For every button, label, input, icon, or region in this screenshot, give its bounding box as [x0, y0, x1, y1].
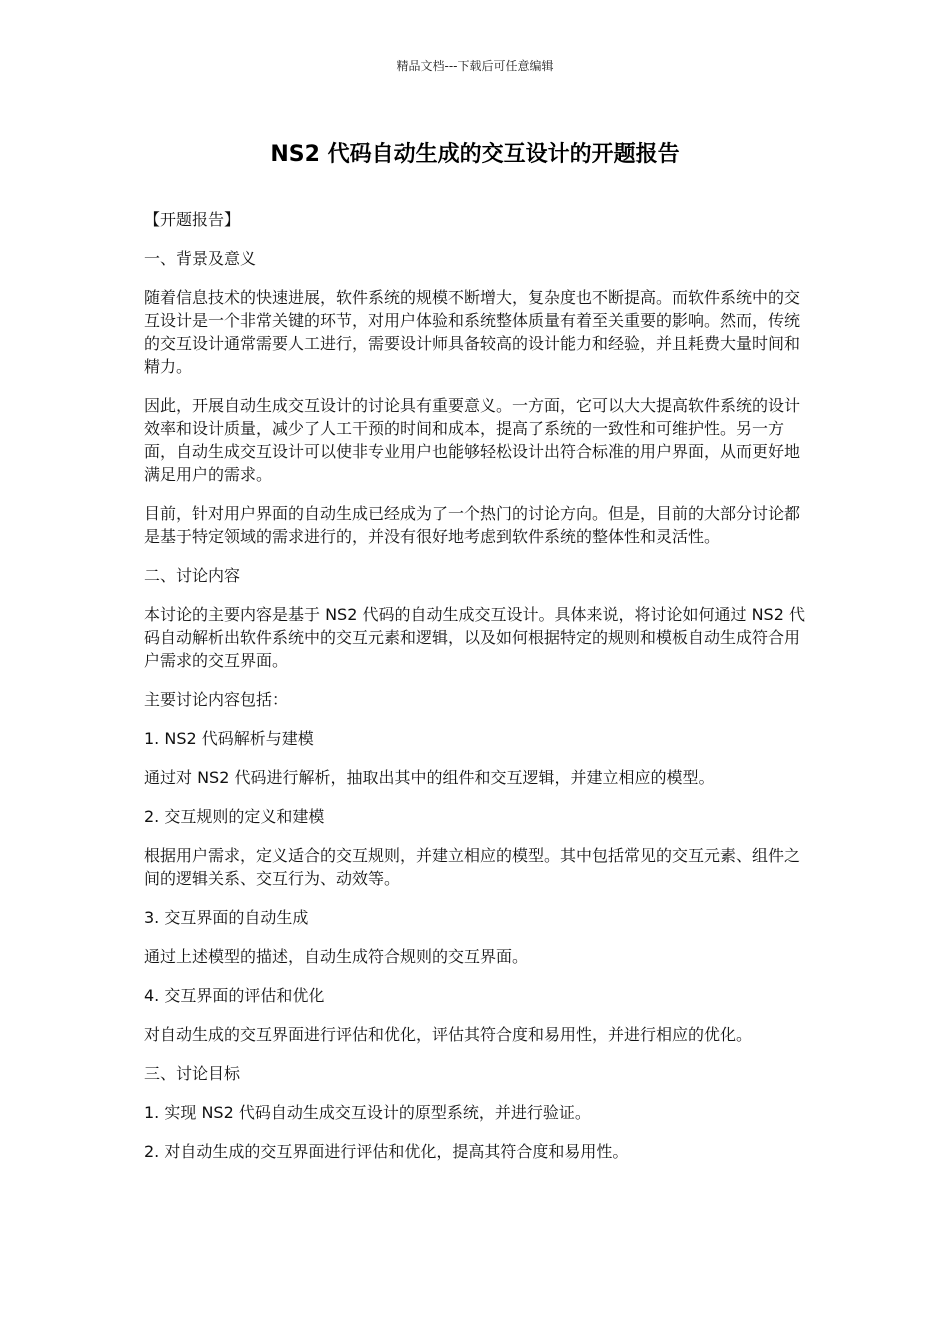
list-item-heading: 2. 交互规则的定义和建模 — [144, 807, 325, 826]
list-item: 1. 实现 NS2 代码自动生成交互设计的原型系统，并进行验证。 — [144, 1103, 591, 1122]
body-paragraph: 目前，针对用户界面的自动生成已经成为了一个热门的讨论方向。但是，目前的大部分讨论都是基于特定领域的需求进行的，并没有很好地考虑到软件系统的整体性和灵活性。 — [144, 504, 801, 546]
list-item-heading: 4. 交互界面的评估和优化 — [144, 986, 325, 1005]
body-paragraph: 主要讨论内容包括： — [144, 690, 289, 709]
list-item-heading: 1. NS2 代码解析与建模 — [144, 729, 314, 748]
body-paragraph: 因此，开展自动生成交互设计的讨论具有重要意义。一方面，它可以大大提高软件系统的设计效率和设计质量，减少了人工干预的时间和成本，提高了系统的一致性和可维护性。另一方面，自动生成交互设计可以使非专业用户也能够轻松设计出符合标准的用户界面，从而更好地满足用户的需求。 — [144, 396, 801, 484]
document-body — [144, 208, 808, 1179]
body-paragraph: 根据用户需求，定义适合的交互规则，并建立相应的模型。其中包括常见的交互元素、组件之间的逻辑关系、交互行为、动效等。 — [144, 846, 801, 888]
list-item-heading: 3. 交互界面的自动生成 — [144, 908, 309, 927]
body-paragraph: 通过对 NS2 代码进行解析，抽取出其中的组件和交互逻辑，并建立相应的模型。 — [144, 768, 715, 787]
document-title: NS2 代码自动生成的交互设计的开题报告 — [270, 142, 680, 167]
section-heading: 三、讨论目标 — [144, 1064, 241, 1083]
body-paragraph: 本讨论的主要内容是基于 NS2 代码的自动生成交互设计。具体来说，将讨论如何通过 NS2 代码自动解析出软件系统中的交互元素和逻辑，以及如何根据特定的规则和模板自动生成符合用户需求的交互界面。 — [144, 605, 805, 670]
section-heading: 一、背景及意义 — [144, 249, 257, 268]
section-label: 【开题报告】 — [144, 210, 241, 229]
body-paragraph: 对自动生成的交互界面进行评估和优化，评估其符合度和易用性，并进行相应的优化。 — [144, 1025, 753, 1044]
body-paragraph: 随着信息技术的快速进展，软件系统的规模不断增大，复杂度也不断提高。而软件系统中的交互设计是一个非常关键的环节，对用户体验和系统整体质量有着至关重要的影响。然而，传统的交互设计通常需要人工进行，需要设计师具备较高的设计能力和经验，并且耗费大量时间和精力。 — [144, 288, 801, 376]
body-paragraph: 通过上述模型的描述，自动生成符合规则的交互界面。 — [144, 947, 529, 966]
header-note: 精品文档---下载后可任意编辑 — [396, 59, 554, 73]
list-item: 2. 对自动生成的交互界面进行评估和优化，提高其符合度和易用性。 — [144, 1142, 629, 1161]
section-heading: 二、讨论内容 — [144, 566, 241, 585]
